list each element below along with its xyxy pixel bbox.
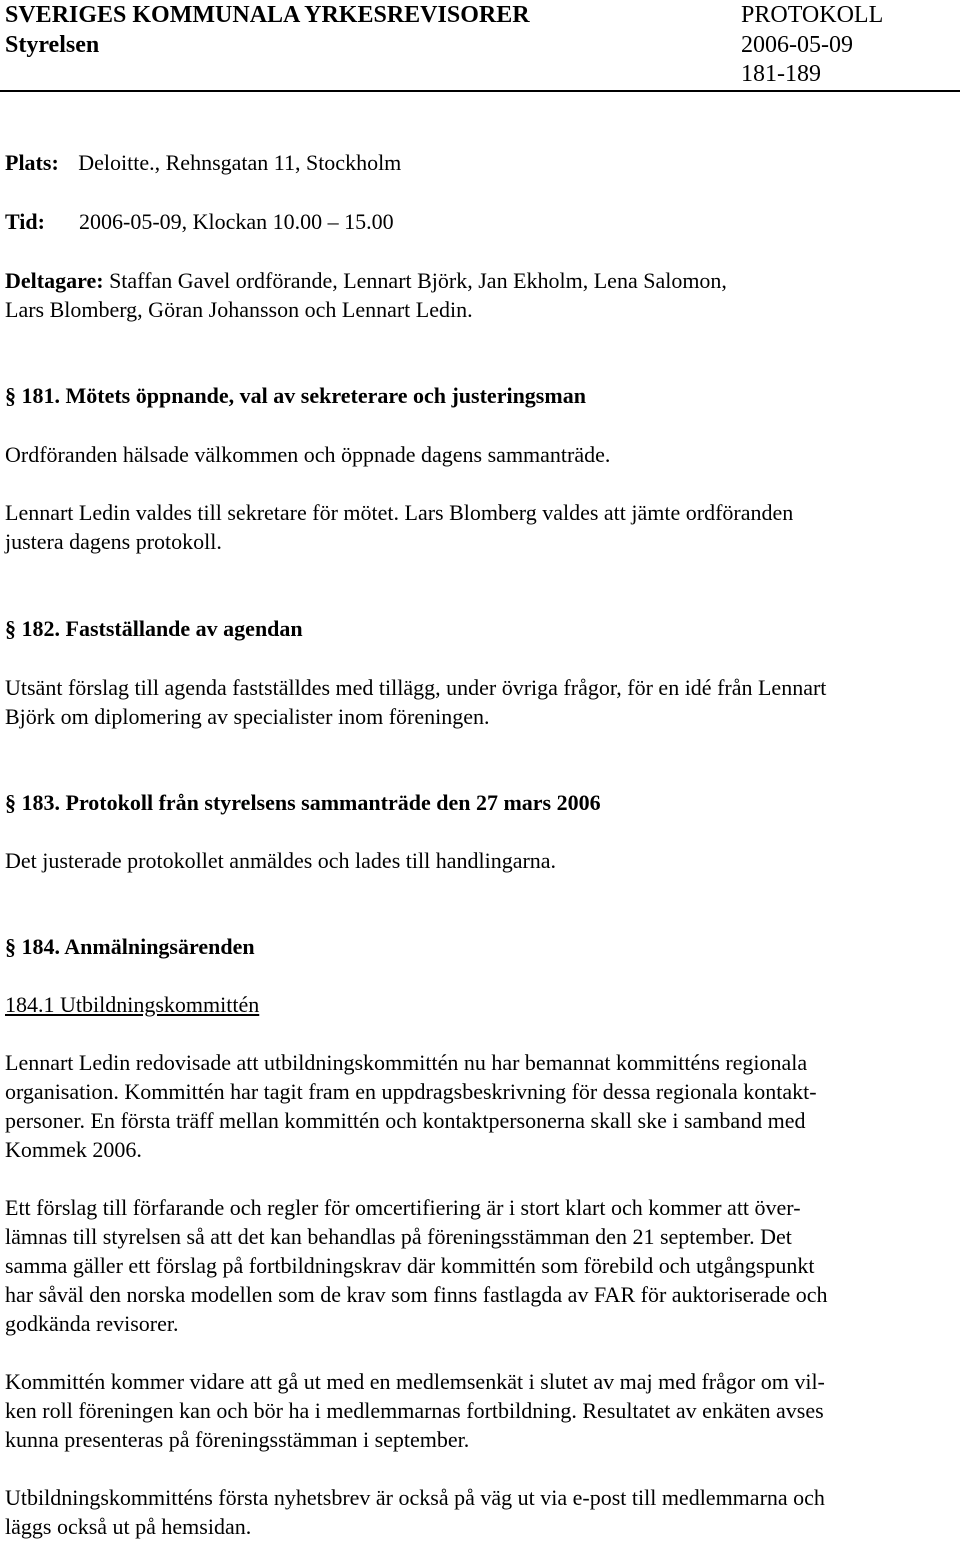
section-183-heading: § 183. Protokoll från styrelsens sammanträde den 27 mars 2006 bbox=[5, 790, 601, 815]
section-184-1-subheading: 184.1 Utbildningskommittén bbox=[5, 992, 260, 1017]
section-183-paragraph-1: Det justerade protokollet anmäldes och lades till handlingarna. bbox=[5, 848, 557, 873]
section-182-paragraph-1 bbox=[5, 673, 953, 731]
section-184-paragraph-3 bbox=[5, 1367, 953, 1454]
organization-name: SVERIGES KOMMUNALA YRKESREVISORER bbox=[5, 2, 530, 28]
paragraph-line: har såväl den norska modellen som de krav som finns fastlagda av FAR för auktoriserade och bbox=[5, 1282, 828, 1307]
paragraph-line: Kommek 2006. bbox=[5, 1137, 142, 1162]
participants-label: Deltagare: bbox=[5, 268, 104, 293]
board-name: Styrelsen bbox=[5, 32, 100, 58]
time-value: 2006-05-09, Klockan 10.00 – 15.00 bbox=[79, 209, 394, 234]
time-line bbox=[5, 207, 953, 236]
place-line bbox=[5, 148, 953, 177]
participants-line-1: Staffan Gavel ordförande, Lennart Björk, Jan Ekholm, Lena Salomon, bbox=[109, 268, 727, 293]
section-181-paragraph-2 bbox=[5, 498, 953, 556]
section-181-paragraph-2-line-1: Lennart Ledin valdes till sekretare för mötet. Lars Blomberg valdes att jämte ordföranden bbox=[5, 500, 794, 525]
meeting-date: 2006-05-09 bbox=[741, 32, 853, 58]
time-label: Tid: bbox=[5, 209, 45, 234]
section-182-paragraph-1-line-1: Utsänt förslag till agenda fastställdes med tillägg, under övriga frågor, för en idé från Lennart bbox=[5, 675, 827, 700]
paragraph-line: ken roll föreningen kan och bör ha i medlemmarnas fortbildning. Resultatet av enkäten avses bbox=[5, 1398, 824, 1423]
paragraph-line: samma gäller ett förslag på fortbildningskrav där kommittén som förebild och utgångspunkt bbox=[5, 1253, 815, 1278]
place-value: Deloitte., Rehnsgatan 11, Stockholm bbox=[78, 150, 402, 175]
section-184-heading: § 184. Anmälningsärenden bbox=[5, 934, 255, 959]
section-181-heading: § 181. Mötets öppnande, val av sekreterare och justeringsman bbox=[5, 383, 586, 408]
paragraph-line: kunna presenteras på föreningsstämman i september. bbox=[5, 1427, 470, 1452]
paragraph-line: Kommittén kommer vidare att gå ut med en medlemsenkät i slutet av maj med frågor om vil- bbox=[5, 1369, 825, 1394]
section-182-heading: § 182. Fastställande av agendan bbox=[5, 616, 303, 641]
paragraph-line: organisation. Kommittén har tagit fram en uppdragsbeskrivning för dessa regionala kontakt- bbox=[5, 1079, 817, 1104]
section-184-paragraph-4 bbox=[5, 1483, 953, 1541]
section-181-paragraph-2-line-2: justera dagens protokoll. bbox=[5, 529, 222, 554]
place-label: Plats: bbox=[5, 150, 59, 175]
paragraph-line: läggs också ut på hemsidan. bbox=[5, 1514, 252, 1539]
paragraph-line: lämnas till styrelsen så att det kan behandlas på föreningsstämman den 21 september. Det bbox=[5, 1224, 792, 1249]
section-184-paragraph-2 bbox=[5, 1193, 953, 1338]
participants-line-2: Lars Blomberg, Göran Johansson och Lennart Ledin. bbox=[5, 297, 473, 322]
participants bbox=[5, 266, 953, 324]
paragraph-line: personer. En första träff mellan kommittén och kontaktpersonerna skall ske i samband med bbox=[5, 1108, 806, 1133]
paragraph-range: 181-189 bbox=[741, 61, 821, 87]
paragraph-line: Utbildningskommitténs första nyhetsbrev är också på väg ut via e-post till medlemmarna och bbox=[5, 1485, 825, 1510]
paragraph-line: Ett förslag till förfarande och regler för omcertifiering är i stort klart och kommer att över- bbox=[5, 1195, 801, 1220]
header-divider bbox=[0, 90, 960, 92]
paragraph-line: godkända revisorer. bbox=[5, 1311, 179, 1336]
paragraph-line: Lennart Ledin redovisade att utbildningskommittén nu har bemannat kommitténs regionala bbox=[5, 1050, 808, 1075]
section-182-paragraph-1-line-2: Björk om diplomering av specialister inom föreningen. bbox=[5, 704, 490, 729]
document-type: PROTOKOLL bbox=[741, 2, 884, 28]
section-184-paragraph-1 bbox=[5, 1048, 953, 1164]
section-181-paragraph-1: Ordföranden hälsade välkommen och öppnade dagens sammanträde. bbox=[5, 442, 611, 467]
